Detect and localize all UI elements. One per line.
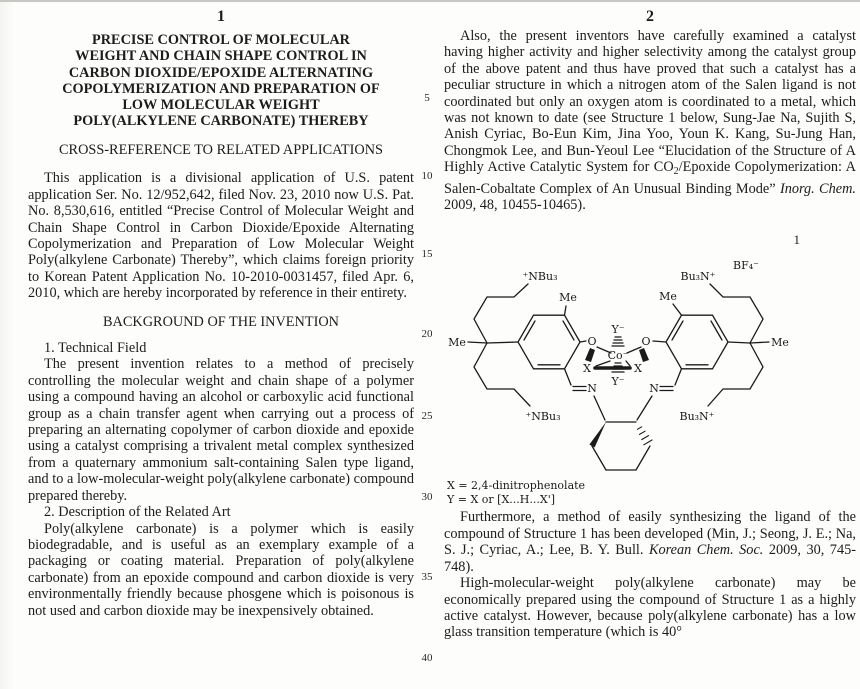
subheading-related-art: 2. Description of the Related Art [44,504,231,521]
line-number-20: 20 [421,328,433,340]
nbu3-top-left-label: ⁺NBu₃ [522,270,558,284]
subheading-technical-field: 1. Technical Field [44,340,147,357]
nitrogen-right-label: N [649,382,659,396]
me-ring-left-label: Me [559,291,577,305]
me-ring-right-label: Me [659,290,677,304]
paragraph-furthermore-cite: 2009, 30, 745-748). [444,542,857,575]
paragraph-catalyst-text: Also, the present inventors have carefully examined a catalyst having higher activity and higher selectivity among the catalyst group of the above patent and thus have proved that such a catalyst has a peculiar structure in which a nitrogen atom of the Salen ligand is not coordinated but only an oxygen atom is coordinated to a metal, which was not known to date (see Structure 1 below, Sung-Jae Na, Sujith S, Anish Cyriac, Bo-Eun Kim, Jina Yoo, Youn K. Kang, Su-Jung Han, Chongmok Lee, and Bun-Yeoul Lee “Elucidation of the Structure of A Highly Active Catalytic System for CO [444,28,856,176]
paragraph-furthermore-text: Furthermore, a method of easily synthesizing the ligand of the compound of Structure 1 has been developed (Min, J.; Seong, J. E.; Na, S. J.; Cyriac, A.; Lee, B. Y. Bull. [444,509,856,559]
line-number-35: 35 [421,571,433,583]
me-quat-left-label: Me [448,336,466,350]
cobalt-label: Co⁻ [607,349,629,363]
structure-1-number: 1 [793,232,800,248]
nbu3-bottom-left-label: ⁺NBu₃ [525,410,561,424]
journal-inorg-chem: Inorg. Chem. [779,180,856,197]
paragraph-catalyst-text2: /Epoxide Copolymerization: A Salen-Cobaltate Complex of An Unusual Binding Mode” [444,159,856,197]
y-top-label: Y⁻ [611,323,625,337]
column-1-number: 1 [217,8,225,25]
x-left-label: X [583,362,591,376]
line-number-10: 10 [421,170,433,182]
line-number-30: 30 [421,491,433,503]
journal-korean-chem-soc: Korean Chem. Soc. [648,542,764,559]
y-bottom-label: Y⁻ [611,375,625,389]
paragraph-catalyst [444,28,856,213]
line-number-40: 40 [421,652,433,664]
heading-background: BACKGROUND OF THE INVENTION [102,313,340,330]
line-number-5: 5 [424,92,430,104]
line-number-25: 25 [421,410,433,422]
paragraph-divisional: This application is a divisional application of U.S. patent application Ser. No. 12/952,642, filed Nov. 23, 2010 now U.S. Pat. No. 8,530,616, entitled “Precise Control of Molecular Weight and Chain Shape Control in Carbon Dioxide/Epoxide Alternating Copolymerization and Preparation of Low Molecular Weight Poly(alkylene Carbonate) Thereby”, which claims foreign priority to Korean Patent Application No. 10-2010-0031457, filed Apr. 6, 2010, which are hereby incorporated by reference in their entirety. [28,170,414,302]
oxygen-right-label: O [641,335,651,349]
paragraph-high-molecular-weight: High-molecular-weight poly(alkylene carbonate) may be economically prepared using the compound of Structure 1 as a highly active catalyst. However, because poly(alkylene carbonate) has a low glass transition temperature (which is 40° [444,575,856,641]
column-1 [28,6,414,619]
paragraph-related-art: Poly(alkylene carbonate) is a polymer which is easily biodegradable, and is useful as an exemplary example of a packaging or coating material. Preparation of poly(alkylene carbonate) from an epoxide compound and carbon dioxide is very environmentally friendly because phosgene which is poisonous is not used and carbon dioxide may be inexpensively obtained. [28,520,414,619]
bu3n-bottom-right-label: Bu₃N⁺ [679,410,715,424]
bu3n-top-right-label: Bu₃N⁺ [680,270,716,284]
bf4-counterion-label: BF₄⁻ [733,259,759,273]
atom-labels [446,259,789,506]
me-quat-right-label: Me [771,336,789,350]
salen-cobaltate-structure-diagram [444,249,856,507]
oxygen-left-label: O [587,335,597,349]
structure-caption-y: Y = X or [X...H...X'] [447,493,556,507]
paragraph-technical-field: The present invention relates to a method of precisely controlling the molecular weight and chain shape of a polymer using a compound having an alcohol or carboxylic acid functional group as a chain transfer agent when carrying out a process of preparing an alternating copolymer of carbon dioxide and epoxide using a catalyst comprising a trivalent metal complex synthesized from a quaternary ammonium salt-containing Salen type ligand, and to a low-molecular-weight poly(alkylene carbonate) compound prepared thereby. [28,356,414,504]
heading-cross-reference: CROSS-REFERENCE TO RELATED APPLICATIONS [59,141,383,158]
x-right-label: X [634,362,642,376]
line-number-15: 15 [421,248,433,260]
nitrogen-left-label: N [587,382,597,396]
paragraph-catalyst-cite: 2009, 48, 10455-10465). [444,197,586,214]
co2-subscript: 2 [673,166,679,178]
column-2-number: 2 [646,8,654,25]
column-2 [444,6,856,641]
structure-caption-x: X = 2,4-dinitrophenolate [447,479,586,493]
paragraph-furthermore [444,509,856,575]
patent-title: PRECISE CONTROL OF MOLECULAR WEIGHT AND CHAIN SHAPE CONTROL IN CARBON DIOXIDE/EPOXIDE ALTERNATING COPOLYMERIZATION AND PREPARATION OF LOW MOLECULAR WEIGHT POLY(ALKYLENE CARBONATE) THEREBY [62,32,380,130]
